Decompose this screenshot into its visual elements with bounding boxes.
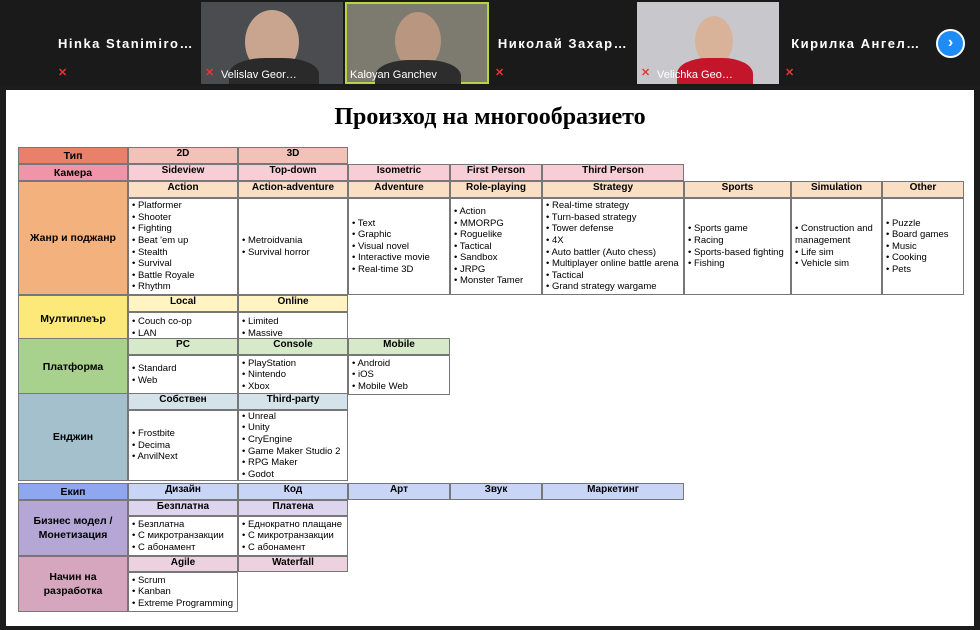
list-item: • Monster Tamer (454, 275, 538, 287)
item-list (128, 198, 238, 295)
item-list (128, 355, 238, 395)
participant-name: Николай Захар… (497, 36, 629, 51)
column-header: Other (882, 181, 964, 198)
list-item: • Fishing (688, 258, 787, 270)
list-item: • С абонамент (242, 542, 344, 554)
row-label-tip: Тип (18, 147, 128, 164)
list-item: • Pets (886, 264, 960, 276)
list-item: • Real-time strategy (546, 200, 680, 212)
item-list (128, 516, 238, 556)
column-header: Платена (238, 500, 348, 516)
column-header: PC (128, 338, 238, 355)
column-header: Sideview (128, 164, 238, 181)
list-item: • Безплатна (132, 519, 234, 531)
list-item: • Unreal (242, 411, 344, 423)
item-list (348, 198, 450, 295)
item-list (684, 198, 791, 295)
list-item: • 4X (546, 235, 680, 247)
column-header: Звук (450, 483, 542, 500)
list-item: • Godot (242, 469, 344, 481)
row-label-biznes: Бизнес модел / Монетизация (18, 500, 128, 556)
list-item: • Xbox (242, 381, 344, 393)
next-participants-button[interactable]: › (936, 29, 965, 58)
list-item: • Cooking (886, 252, 960, 264)
column-header: Console (238, 338, 348, 355)
list-item: • Metroidvania (242, 235, 344, 247)
list-item: • Platformer (132, 200, 234, 212)
item-list (238, 355, 348, 395)
list-item: • iOS (352, 369, 446, 381)
list-item: • Sports game (688, 223, 787, 235)
muted-mic-icon: ✕ (58, 67, 68, 79)
list-item: • Mobile Web (352, 381, 446, 393)
slide-title: Произход на многообразието (334, 104, 646, 130)
list-item: • Nintendo (242, 369, 344, 381)
column-header: Strategy (542, 181, 684, 198)
participant-name: Velichka Geo… (657, 69, 733, 81)
column-header: 2D (128, 147, 238, 164)
column-header: First Person (450, 164, 542, 181)
list-item: • Vehicle sim (795, 258, 878, 270)
list-item: • Fighting (132, 223, 234, 235)
list-item: • AnvilNext (132, 451, 234, 463)
item-list (542, 198, 684, 295)
column-header: Agile (128, 556, 238, 572)
list-item: • Frostbite (132, 428, 234, 440)
participant-strip (0, 0, 980, 86)
list-item: • Construction and management (795, 223, 878, 246)
column-header: Role-playing (450, 181, 542, 198)
list-item: • Rhythm (132, 281, 234, 293)
participant-tile[interactable] (491, 2, 635, 84)
participant-tile[interactable] (781, 2, 931, 84)
list-item: • Survival (132, 258, 234, 270)
list-item: • Music (886, 241, 960, 253)
shared-slide (6, 90, 974, 626)
muted-mic-icon: ✕ (641, 67, 651, 79)
column-header: Безплатна (128, 500, 238, 516)
list-item: • Real-time 3D (352, 264, 446, 276)
column-header: Online (238, 295, 348, 312)
column-header: Собствен (128, 393, 238, 410)
row-label-multiplayer: Мултиплеър (18, 295, 128, 343)
list-item: • Shooter (132, 212, 234, 224)
list-item: • Grand strategy wargame (546, 281, 680, 293)
list-item: • RPG Maker (242, 457, 344, 469)
item-list (450, 198, 542, 295)
item-list (882, 198, 964, 295)
list-item: • Puzzle (886, 218, 960, 230)
row-label-ekip: Екип (18, 483, 128, 500)
list-item: • Board games (886, 229, 960, 241)
list-item: • Tactical (454, 241, 538, 253)
list-item: • Interactive movie (352, 252, 446, 264)
list-item: • Kanban (132, 586, 234, 598)
item-list (791, 198, 882, 295)
column-header: Дизайн (128, 483, 238, 500)
list-item: • Tower defense (546, 223, 680, 235)
list-item: • Racing (688, 235, 787, 247)
list-item: • Game Maker Studio 2 (242, 446, 344, 458)
column-header: 3D (238, 147, 348, 164)
list-item: • С микротранзакции (132, 530, 234, 542)
list-item: • Survival horror (242, 247, 344, 259)
column-header: Simulation (791, 181, 882, 198)
list-item: • Web (132, 375, 234, 387)
column-header: Sports (684, 181, 791, 198)
participant-tile[interactable] (54, 2, 198, 84)
row-label-nachin: Начин на разработка (18, 556, 128, 612)
column-header: Action (128, 181, 238, 198)
item-list (128, 572, 238, 612)
participant-name: Кирилка Ангел… (791, 36, 921, 51)
list-item: • Sports-based fighting (688, 247, 787, 259)
list-item: • Roguelike (454, 229, 538, 241)
column-header: Арт (348, 483, 450, 500)
list-item: • Life sim (795, 247, 878, 259)
list-item: • С абонамент (132, 542, 234, 554)
list-item: • Android (352, 358, 446, 370)
list-item: • Scrum (132, 575, 234, 587)
list-item: • Visual novel (352, 241, 446, 253)
column-header: Код (238, 483, 348, 500)
column-header: Third-party (238, 393, 348, 410)
list-item: • Multiplayer online battle arena (546, 258, 680, 270)
list-item: • С микротранзакции (242, 530, 344, 542)
list-item: • Battle Royale (132, 270, 234, 282)
participant-video-tile-active[interactable] (345, 2, 489, 84)
muted-mic-icon: ✕ (205, 67, 215, 79)
list-item: • Unity (242, 422, 344, 434)
list-item: • Turn-based strategy (546, 212, 680, 224)
muted-mic-icon: ✕ (495, 67, 505, 79)
item-list (128, 410, 238, 481)
column-header: Маркетинг (542, 483, 684, 500)
row-label-platforma: Платформа (18, 338, 128, 395)
list-item: • Auto battler (Auto chess) (546, 247, 680, 259)
participant-name: Velislav Geor… (221, 69, 297, 81)
column-header: Action-adventure (238, 181, 348, 198)
item-list (238, 516, 348, 556)
participant-video-tile[interactable] (637, 2, 779, 84)
list-item: • PlayStation (242, 358, 344, 370)
row-label-endzhin: Енджин (18, 393, 128, 481)
participant-video-tile[interactable] (201, 2, 343, 84)
list-item: • Stealth (132, 247, 234, 259)
list-item: • Beat 'em up (132, 235, 234, 247)
list-item: • Еднократно плащане (242, 519, 344, 531)
column-header: Mobile (348, 338, 450, 355)
list-item: • Action (454, 206, 538, 218)
column-header: Third Person (542, 164, 684, 181)
list-item: • JRPG (454, 264, 538, 276)
muted-mic-icon: ✕ (785, 67, 795, 79)
row-label-kamera: Камера (18, 164, 128, 181)
list-item: • Extreme Programming (132, 598, 234, 610)
list-item: • Graphic (352, 229, 446, 241)
column-header: Top-down (238, 164, 348, 181)
list-item: • MMORPG (454, 218, 538, 230)
item-list (238, 410, 348, 481)
column-header: Waterfall (238, 556, 348, 572)
list-item: • Tactical (546, 270, 680, 282)
list-item: • Text (352, 218, 446, 230)
list-item: • Sandbox (454, 252, 538, 264)
list-item: • CryEngine (242, 434, 344, 446)
list-item: • Standard (132, 363, 234, 375)
list-item: • LAN (132, 328, 234, 340)
list-item: • Decima (132, 440, 234, 452)
column-header: Isometric (348, 164, 450, 181)
list-item: • Couch co-op (132, 316, 234, 328)
column-header: Local (128, 295, 238, 312)
item-list (238, 198, 348, 295)
column-header: Adventure (348, 181, 450, 198)
list-item: • Limited (242, 316, 344, 328)
participant-name: Hinka Stanimiro… (58, 36, 194, 51)
list-item: • Massive (242, 328, 344, 340)
item-list (348, 355, 450, 395)
row-label-zhanr: Жанр и поджанр (18, 181, 128, 295)
participant-name: Kaloyan Ganchev (350, 69, 437, 81)
